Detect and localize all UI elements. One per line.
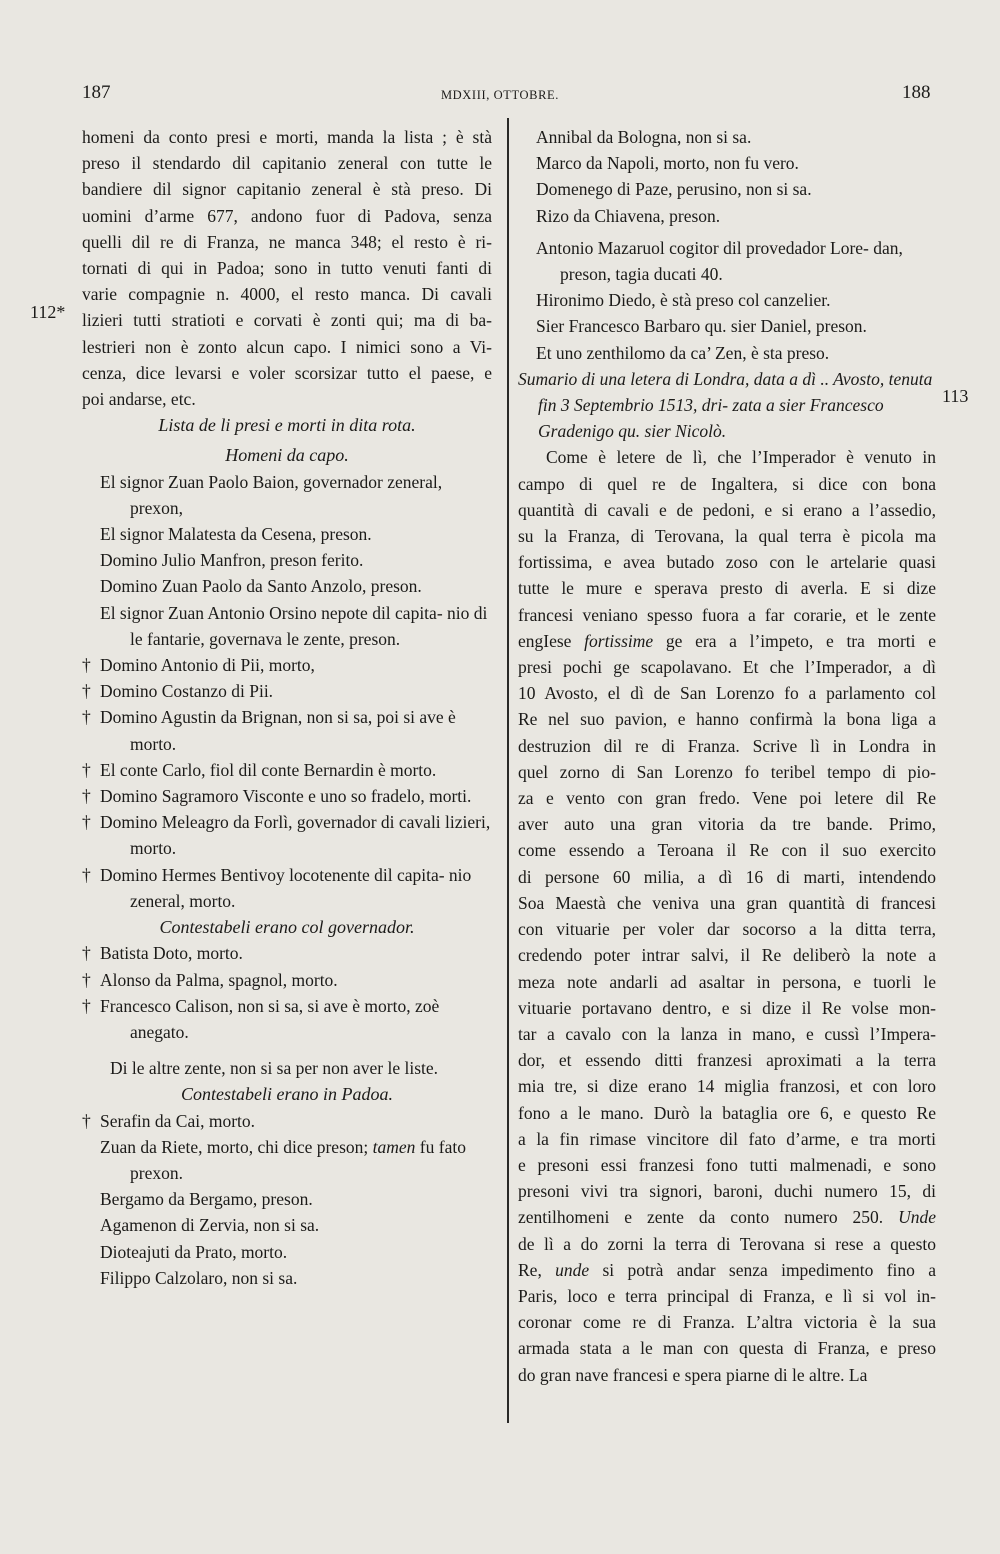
entry-text: Domino Sagramoro Visconte e uno so fradelo, morti.	[100, 786, 472, 807]
entry-text: Domino Meleagro da Forlì, governador di cavali lizieri, morto.	[100, 812, 491, 859]
list-item	[82, 1265, 492, 1291]
list-item	[82, 862, 492, 914]
entry-italic: tamen	[372, 1136, 416, 1157]
text-line: bandiere dil signor capitanio zeneral è stà preso. Di	[82, 179, 492, 200]
entry-text: Domino Antonio di Pii, morto,	[100, 655, 315, 676]
list-item	[82, 547, 492, 573]
column-divider	[507, 118, 509, 1423]
dagger-mark: †	[82, 707, 91, 728]
list-item	[82, 704, 492, 756]
text-line: vituarie portavano dentro, e si dize il Re volse mon-	[518, 997, 936, 1018]
entry-text: Batista Doto, morto.	[100, 943, 243, 964]
intro-paragraph	[82, 124, 492, 412]
dagger-mark: †	[82, 995, 91, 1016]
text-line: tar a cavalo con la lanza in mano, e cussì l’Impera-	[518, 1023, 936, 1044]
text-line: Re nel suo pavion, e hanno confirmà la bona liga a	[518, 709, 936, 730]
dagger-mark: †	[82, 681, 91, 702]
text-line: fortissima, e avea butado zoso con le artelarie quasi	[518, 552, 936, 573]
running-title: MDXIII, OTTOBRE.	[440, 88, 560, 102]
entry-text: Agamenon di Zervia, non si sa.	[100, 1215, 320, 1236]
entry-text: Francesco Calison, non si sa, si ave è morto, zoè anegato.	[100, 995, 440, 1042]
list-item	[82, 652, 492, 678]
list-item: Annibal da Bologna, non si sa.	[536, 127, 752, 147]
dagger-mark: †	[82, 812, 91, 833]
text-line: campo di quel re de Ingaltera, si dice con bona	[518, 473, 936, 494]
list-item: Et uno zenthilomo da ca’ Zen, è sta preso.	[536, 342, 830, 363]
entry-text: El signor Malatesta da Cesena, preson.	[100, 524, 372, 545]
list-item: Antonio Mazaruol cogitor dil provedador Lore- dan, preson, tagia ducati 40.	[536, 237, 903, 285]
list-item	[82, 757, 492, 783]
list-item: Hironimo Diedo, è stà preso col canzelier.	[536, 290, 831, 311]
text-line: dor, et essendo ditti franzesi aproximati a la terra	[518, 1050, 936, 1071]
dagger-mark: †	[82, 786, 91, 807]
list-item	[82, 600, 492, 652]
text-line: meza note andarli ad asaltar in persona, e tuorli le	[518, 971, 936, 992]
prisoner-list-governador	[82, 940, 492, 1045]
list-item	[82, 809, 492, 861]
dagger-mark: †	[82, 1110, 91, 1131]
text-line: fono a le mano. Durò la bataglia ore 6, e questo Re	[518, 1102, 936, 1123]
list-item: Marco da Napoli, morto, non fu vero.	[536, 153, 799, 174]
margin-note-right: 113	[942, 386, 969, 406]
text-line: lestrieri non è zonto alcun capo. I nimici sono a Vi-	[82, 336, 492, 357]
text-line: e presoni essi franzesi fono tutti malmenadi, e sono	[518, 1154, 936, 1175]
text-line: francesi veniano spesso fuora a far corarie, et le zente	[518, 604, 936, 625]
entry-text: Domino Julio Manfron, preson ferito.	[100, 550, 364, 571]
text-line: homeni da conto presi e morti, manda la lista ; è stà	[82, 127, 492, 147]
text-line: uomini d’arme 677, andono fuor di Padova, senza	[82, 205, 492, 226]
text-line: Re, unde si potrà andar senza impedimento fino a	[518, 1259, 937, 1280]
text-line: poi andarse, etc.	[82, 389, 196, 410]
list-item: Domenego di Paze, perusino, non si sa.	[536, 179, 812, 200]
text-line: do gran nave francesi e spera piarne di le altre. La	[518, 1364, 868, 1385]
note-line: Di le altre zente, non si sa per non aver le liste.	[110, 1058, 439, 1079]
text-line: aver auto una gran vitoria da tre bande. Primo,	[518, 814, 936, 835]
entry-text: Bergamo da Bergamo, preson.	[100, 1189, 313, 1210]
right-page-number: 188	[902, 82, 931, 103]
prisoner-list-captains	[82, 469, 492, 914]
list-item	[82, 1186, 492, 1212]
text-line: engIese fortissime ge era a l’impeto, e tra morti e	[518, 630, 936, 651]
entry-text: Zuan da Riete, morto, chi dice preson;	[100, 1136, 369, 1157]
text-line: za e vento con gran fredo. Vene poi letere dil Re	[518, 788, 936, 809]
letter-summary-heading: Sumario di una letera di Londra, data a dì .. Avosto, tenuta fin 3 Septembrio 1513, dri- zata a sier Francesco Gradenigo qu. sier Nicolò.	[518, 368, 933, 442]
text-line: con vituarie per voler dar socorso a la ditta terra,	[518, 919, 936, 940]
text-line: presi pochi ge scapolavano. Et che l’Imperador, a dì	[518, 657, 936, 678]
right-column	[518, 124, 936, 1388]
list-heading: Lista de li presi e morti in dita rota.	[158, 415, 416, 436]
text-line: su la Franza, di Terovana, la qual terra è picola ma	[518, 526, 936, 547]
text-line: di persone 60 milia, a dì 16 di marti, intendendo	[518, 866, 936, 887]
dagger-mark: †	[82, 864, 91, 885]
text-line: quantità di cavali e de pedoni, e si erano a l’assedio,	[518, 499, 936, 520]
list-item: Sier Francesco Barbaro qu. sier Daniel, preson.	[536, 316, 867, 337]
list-item	[82, 1134, 492, 1186]
entry-text: El conte Carlo, fiol dil conte Bernardin è morto.	[100, 759, 437, 780]
entry-text: Serafin da Cai, morto.	[100, 1110, 256, 1131]
entry-text: El signor Zuan Antonio Orsino nepote dil capita- nio di le fantarie, governava le zente, preson.	[100, 602, 488, 649]
entry-text: Dioteajuti da Prato, morto.	[100, 1241, 288, 1262]
entry-text: Filippo Calzolaro, non si sa.	[100, 1267, 298, 1288]
list-item	[82, 1108, 492, 1134]
left-column	[82, 124, 492, 1291]
list-item	[82, 993, 492, 1045]
list-item	[82, 1212, 492, 1238]
dagger-mark: †	[82, 759, 91, 780]
text-line: quel zorno di San Lorenzo fo teribel tempo di pio-	[518, 761, 936, 782]
text-line: come essendo a Teroana il Re con il suo exercito	[518, 840, 936, 861]
list-item	[82, 678, 492, 704]
text-line: zentilhomeni e zente da conto numero 250. Unde	[518, 1207, 936, 1228]
text-line: lizieri tutti stratioti e corvati è zonti qui; ma di ba-	[82, 310, 492, 331]
text-line: a la fin rimase vincitore dil fato d’arme, e tra morti	[518, 1128, 936, 1149]
text-line: credendo poter intrar salvi, il Re deliberò la note a	[518, 945, 936, 966]
list-item: Rizo da Chiavena, preson.	[536, 205, 721, 226]
text-line: cenza, dice levarsi e voler scorsizar tutto el paese, e	[82, 362, 492, 383]
text-line: armada stata a le man con questa di Franza, e preso	[518, 1338, 936, 1359]
text-line: tutte le mure e sperava presto di averla. E si dize	[518, 578, 936, 599]
text-line: tornati di qui in Padoa; sono in tutto venuti fanti di	[82, 258, 492, 279]
section-heading-governador: Contestabeli erano col governador.	[159, 917, 415, 938]
text-line: 10 Avosto, el dì de San Lorenzo fo a parlamento col	[518, 683, 936, 704]
text-line: de lì a do zorni la terra di Terovana si rese a questo	[518, 1233, 936, 1254]
text-line: preso il stendardo dil capitanio zeneral con tutte le	[82, 153, 492, 174]
entry-text: Domino Agustin da Brignan, non si sa, poi si ave è morto.	[100, 707, 456, 754]
list-item	[82, 1239, 492, 1265]
text-line: quelli dil re di Franza, ne manca 348; el resto è ri-	[82, 231, 492, 252]
text-line: varie compagnie n. 4000, el resto manca. Di cavali	[82, 284, 492, 305]
prisoner-list-padoa	[82, 1108, 492, 1291]
text-line: mia tre, si dize erano 14 miglia franzosi, et con loro	[518, 1076, 936, 1097]
text-line: coronar come re di Franza. L’altra victoria è la sua	[518, 1312, 936, 1333]
entry-tail: fu fato prexon.	[130, 1136, 466, 1183]
entry-text: Domino Costanzo di Pii.	[100, 681, 274, 702]
entry-text: Domino Hermes Bentivoy locotenente dil capita- nio zeneral, morto.	[100, 864, 472, 911]
prisoner-list-continued	[518, 124, 936, 366]
list-item	[82, 967, 492, 993]
text-line: destruzion dil re di Franza. Scrive lì in Londra in	[518, 735, 936, 756]
margin-note-left: 112*	[30, 302, 66, 322]
list-item	[82, 469, 492, 521]
list-item	[82, 521, 492, 547]
letter-body	[518, 444, 936, 1387]
entry-text: Domino Zuan Paolo da Santo Anzolo, preson.	[100, 576, 422, 597]
text-line: Paris, loco e terra principal di Franza, e lì si vol in-	[518, 1285, 936, 1306]
left-page-number: 187	[82, 82, 111, 103]
section-heading-padoa: Contestabeli erano in Padoa.	[181, 1084, 393, 1105]
text-line: Soa Maestà che veniva una gran quantità di francesi	[518, 892, 936, 913]
entry-text: Alonso da Palma, spagnol, morto.	[100, 969, 338, 990]
dagger-mark: †	[82, 943, 91, 964]
text-line: Come è letere de lì, che l’Imperador è venuto in	[546, 447, 936, 468]
list-item	[82, 783, 492, 809]
list-item	[82, 573, 492, 599]
list-item	[82, 940, 492, 966]
entry-text: El signor Zuan Paolo Baion, governador zeneral, prexon,	[100, 471, 443, 518]
dagger-mark: †	[82, 969, 91, 990]
text-line: presoni vivi tra signori, baroni, duchi numero 15, di	[518, 1181, 936, 1202]
section-heading-homeni: Homeni da capo.	[225, 445, 349, 466]
dagger-mark: †	[82, 655, 91, 676]
